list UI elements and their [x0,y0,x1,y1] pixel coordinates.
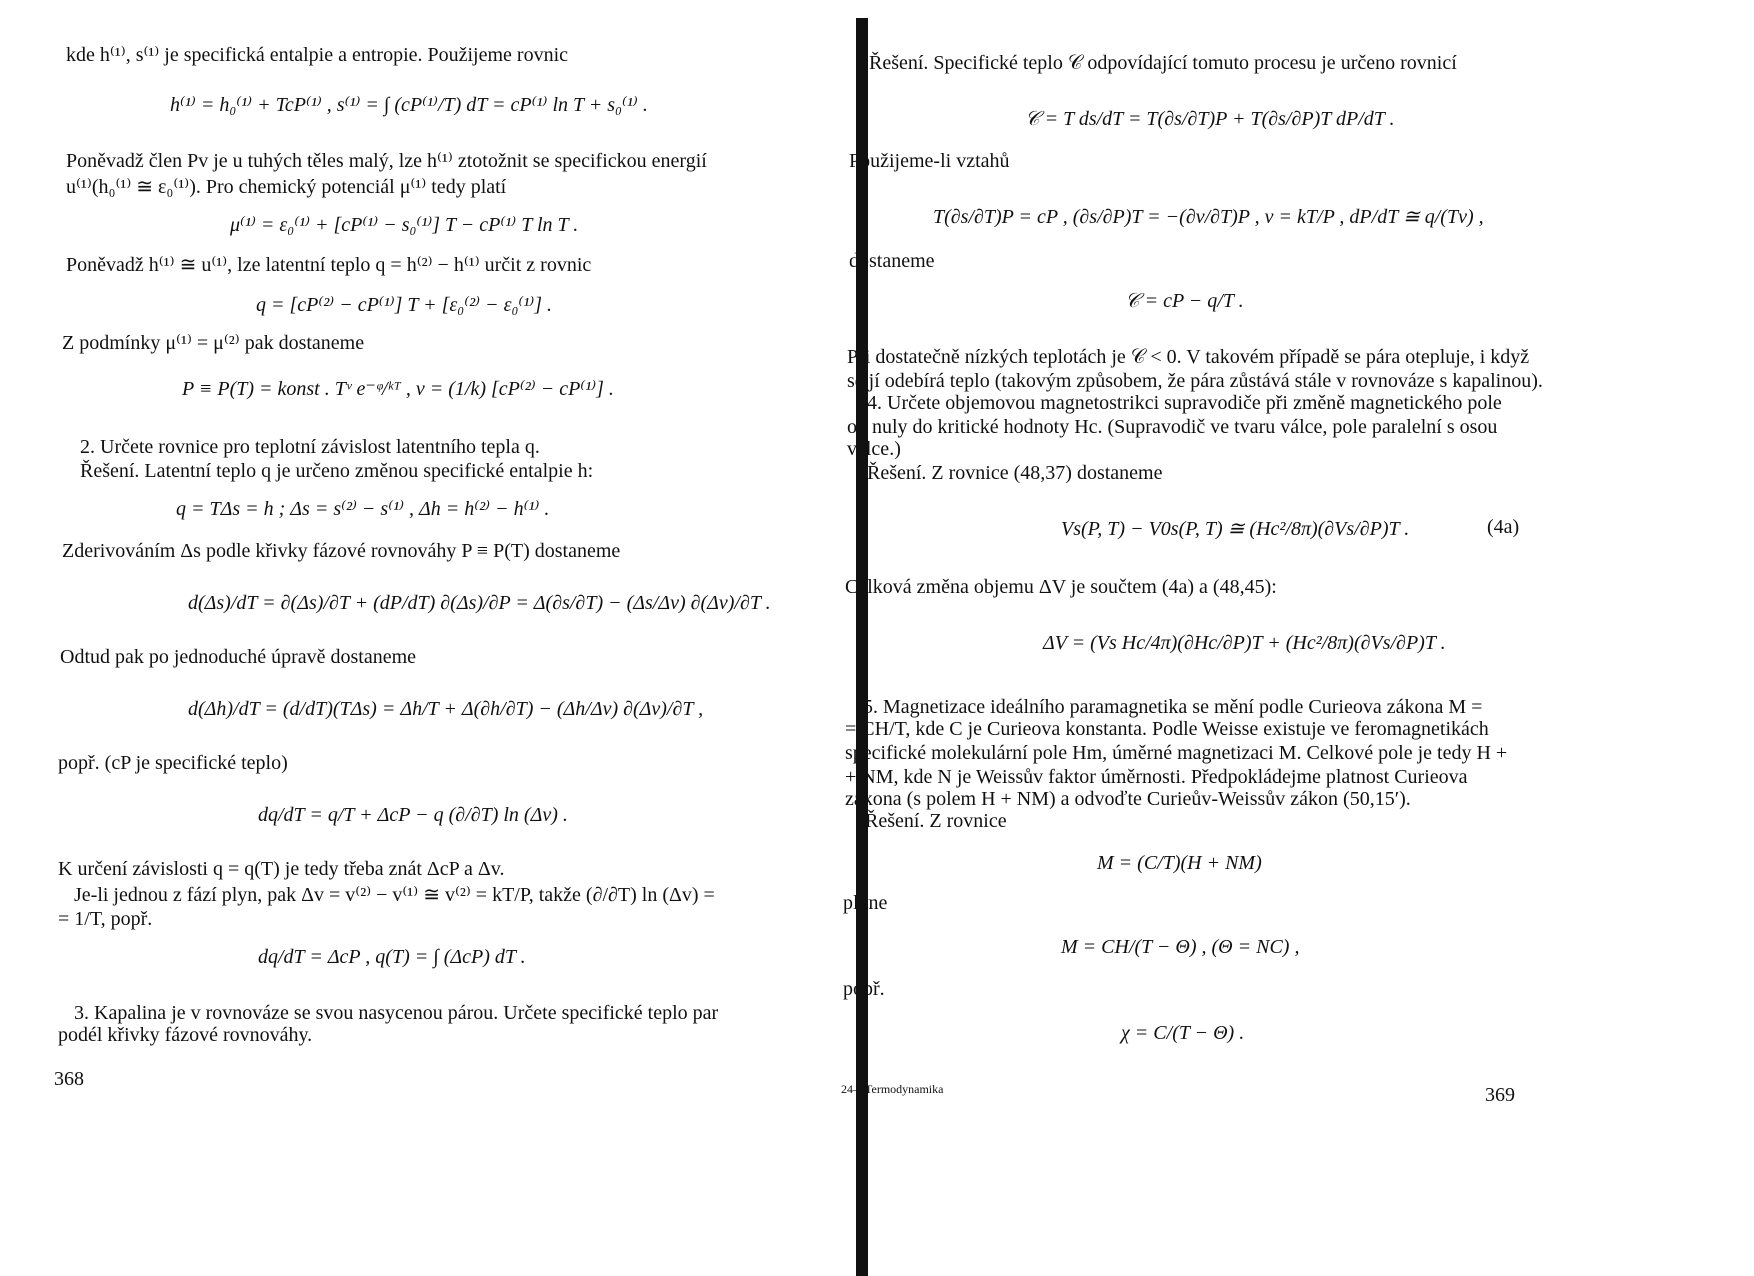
text-line: od nuly do kritické hodnoty Hc. (Supravodič ve tvaru válce, pole paralelní s osou [847,416,1498,438]
text-line: válce.) [847,438,901,460]
text-line: se jí odebírá teplo (takovým způsobem, že pára zůstává stále v rovnováze s kapalinou). [847,370,1543,392]
text-line: + NM, kde N je Weissův faktor úměrnosti. Předpokládejme platnost Curieova [845,766,1468,788]
problem-heading: 4. Určete objemovou magnetostrikci supravodiče při změně magnetického pole [867,392,1502,414]
text-line: Řešení. Z rovnice (48,37) dostaneme [867,462,1163,484]
equation: dq/dT = ΔcP , q(T) = ∫ (ΔcP) dT . [258,946,526,968]
text-line: Poněvadž h⁽¹⁾ ≅ u⁽¹⁾, lze latentní teplo q = h⁽²⁾ − h⁽¹⁾ určit z rovnic [66,254,592,276]
text-line: Řešení. Latentní teplo q je určeno změnou specifické entalpie h: [80,460,594,482]
text-line: Řešení. Specifické teplo 𝒞 odpovídající tomuto procesu je určeno rovnicí [869,52,1457,74]
equation: 𝒞 = T ds/dT = T(∂s/∂T)P + T(∂s/∂P)T dP/dT . [1025,108,1395,130]
equation: h⁽¹⁾ = h₀⁽¹⁾ + TcP⁽¹⁾ , s⁽¹⁾ = ∫ (cP⁽¹⁾/T) dT = cP⁽¹⁾ ln T + s₀⁽¹⁾ . [170,94,648,116]
equation: ΔV = (Vs Hc/4π)(∂Hc/∂P)T + (Hc²/8π)(∂Vs/∂P)T . [1043,632,1446,654]
equation-tag: (4a) [1487,516,1520,538]
text-line: dostaneme [849,250,935,272]
equation: d(Δh)/dT = (d/dT)(TΔs) = Δh/T + Δ(∂h/∂T) − (Δh/Δv) ∂(Δv)/∂T , [188,698,704,720]
problem-heading: 5. Magnetizace ideálního paramagnetika se mění podle Curieova zákona M = [863,696,1483,718]
text-line: podél křivky fázové rovnováhy. [58,1024,313,1046]
text-line: plyne [843,892,888,914]
text-line: u⁽¹⁾(h₀⁽¹⁾ ≅ ε₀⁽¹⁾). Pro chemický potenciál μ⁽¹⁾ tedy platí [66,176,507,198]
equation: T(∂s/∂T)P = cP , (∂s/∂P)T = −(∂v/∂T)P , v = kT/P , dP/dT ≅ q/(Tv) , [933,206,1484,228]
text-line: popř. (cP je specifické teplo) [58,752,288,774]
text-line: K určení závislosti q = q(T) je tedy třeba znát ΔcP a Δv. [58,858,505,880]
equation: M = (C/T)(H + NM) [1097,852,1262,874]
equation: q = TΔs = h ; Δs = s⁽²⁾ − s⁽¹⁾ , Δh = h⁽²⁾ − h⁽¹⁾ . [176,498,550,520]
text-line: = CH/T, kde C je Curieova konstanta. Podle Weisse existuje ve feromagnetikách [845,718,1489,740]
equation: M = CH/(T − Θ) , (Θ = NC) , [1061,936,1300,958]
right-page [841,0,1754,1276]
left-page [0,0,855,1276]
text-line: popř. [843,978,885,1000]
equation: Vs(P, T) − V0s(P, T) ≅ (Hc²/8π)(∂Vs/∂P)T . [1061,518,1410,540]
equation: dq/dT = q/T + ΔcP − q (∂/∂T) ln (Δv) . [258,804,568,826]
text-line: Řešení. Z rovnice [865,810,1007,832]
text-line: = 1/T, popř. [58,908,153,930]
equation: χ = C/(T − Θ) . [1121,1022,1245,1044]
equation: μ⁽¹⁾ = ε₀⁽¹⁾ + [cP⁽¹⁾ − s₀⁽¹⁾] T − cP⁽¹⁾ T ln T . [230,214,579,236]
equation: d(Δs)/dT = ∂(Δs)/∂T + (dP/dT) ∂(Δs)/∂P = Δ(∂s/∂T) − (Δs/Δv) ∂(Δv)/∂T . [188,592,771,614]
text-line: Při dostatečně nízkých teplotách je 𝒞 < 0. V takovém případě se pára otepluje, i když [847,346,1530,368]
equation: P ≡ P(T) = konst . Tᵛ e⁻ᵠ/ᵏᵀ , v = (1/k) [cP⁽²⁾ − cP⁽¹⁾] . [182,378,614,400]
text-line: specifické molekulární pole Hm, úměrné magnetizaci M. Celkové pole je tedy H + [845,742,1508,764]
footer-note: 24—Termodynamika [841,1082,944,1096]
text-line: Zderivováním Δs podle křivky fázové rovnováhy P ≡ P(T) dostaneme [62,540,621,562]
text-line: Celková změna objemu ΔV je součtem (4a) a (48,45): [845,576,1277,598]
text-line: Poněvadž člen Pv je u tuhých těles malý, lze h⁽¹⁾ ztotožnit se specifickou energií [66,150,707,172]
text-line: kde h⁽¹⁾, s⁽¹⁾ je specifická entalpie a entropie. Použijeme rovnic [66,44,569,66]
problem-heading: 2. Určete rovnice pro teplotní závislost latentního tepla q. [80,436,540,458]
text-line: Z podmínky μ⁽¹⁾ = μ⁽²⁾ pak dostaneme [62,332,365,354]
page-number: 369 [1485,1084,1515,1106]
text-line: Použijeme-li vztahů [849,150,1010,172]
page-number: 368 [54,1068,84,1090]
equation: q = [cP⁽²⁾ − cP⁽¹⁾] T + [ε₀⁽²⁾ − ε₀⁽¹⁾] . [256,294,553,316]
equation: 𝒞 = cP − q/T . [1125,290,1244,312]
text-line: zákona (s polem H + NM) a odvoďte Curieův-Weissův zákon (50,15′). [845,788,1411,810]
problem-heading: 3. Kapalina je v rovnováze se svou nasycenou párou. Určete specifické teplo par [74,1002,719,1024]
text-line: Je-li jednou z fází plyn, pak Δv = v⁽²⁾ − v⁽¹⁾ ≅ v⁽²⁾ = kT/P, takže (∂/∂T) ln (Δv) = [74,884,715,906]
text-line: Odtud pak po jednoduché úpravě dostaneme [60,646,417,668]
